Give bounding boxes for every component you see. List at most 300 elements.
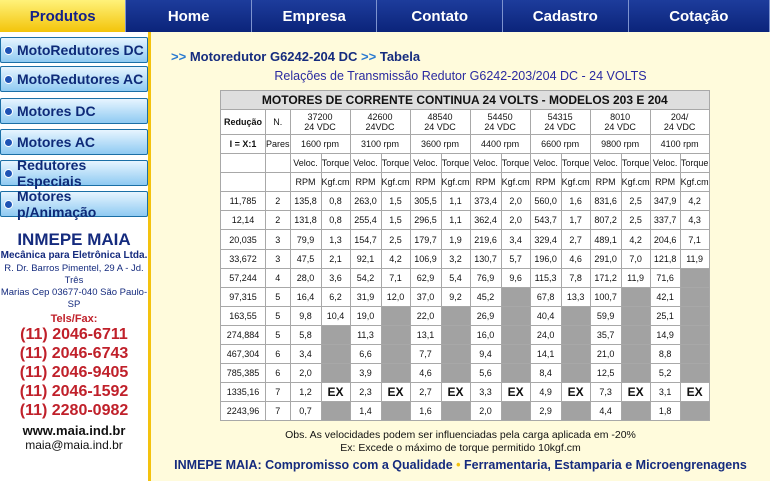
table-cell bbox=[561, 402, 590, 421]
table-cell: 560,0 bbox=[530, 192, 561, 211]
table-cell: 489,1 bbox=[590, 230, 621, 249]
table-cell: 255,4 bbox=[350, 211, 381, 230]
table-cell: 7,1 bbox=[381, 268, 410, 287]
motor-rpm: 3100 rpm bbox=[350, 135, 410, 154]
table-row bbox=[221, 325, 710, 344]
motor-voltage: 24 VDC bbox=[304, 122, 336, 132]
table-cell bbox=[441, 364, 470, 383]
table-cell bbox=[621, 402, 650, 421]
ratio-value: 467,304 bbox=[221, 345, 266, 364]
nav-item-empresa[interactable]: Empresa bbox=[252, 0, 378, 32]
ratio-value: 33,672 bbox=[221, 249, 266, 268]
note-ex: Ex: Excede o máximo de torque permitido 10kgf.cm bbox=[340, 441, 581, 454]
table-cell: 179,7 bbox=[410, 230, 441, 249]
pairs-value: 3 bbox=[266, 230, 291, 249]
ratio-value: 163,55 bbox=[221, 306, 266, 325]
table-row bbox=[221, 364, 710, 383]
phone-number: (11) 2046-9405 bbox=[19, 364, 129, 381]
table-cell: 11,9 bbox=[680, 249, 709, 268]
table-cell: 3,6 bbox=[321, 268, 350, 287]
note-speed: Obs. As velocidades podem ser influenciadas pela carga aplicada em -20% bbox=[285, 429, 636, 441]
ratio-value: 20,035 bbox=[221, 230, 266, 249]
pairs-value: 2 bbox=[266, 211, 291, 230]
motor-model: 37200 bbox=[307, 112, 333, 122]
ratio-value: 12,14 bbox=[221, 211, 266, 230]
table-cell: 5,2 bbox=[650, 364, 680, 383]
table-cell: 2,7 bbox=[410, 383, 441, 402]
table-cell: 6,2 bbox=[321, 287, 350, 306]
table-cell: 296,5 bbox=[410, 211, 441, 230]
table-cell bbox=[441, 325, 470, 344]
table-title: MOTORES DE CORRENTE CONTINUA 24 VOLTS - MODELOS 203 E 204 bbox=[221, 91, 710, 110]
veloc-label: Veloc. bbox=[470, 154, 501, 173]
breadcrumb bbox=[171, 49, 420, 64]
company-address-line1: R. Dr. Barros Pimentel, 29 A - Jd. Três bbox=[4, 263, 144, 286]
table-cell: 2,1 bbox=[321, 249, 350, 268]
table-cell: 19,0 bbox=[350, 306, 381, 325]
table-cell bbox=[321, 345, 350, 364]
table-row bbox=[221, 383, 710, 402]
motor-rpm: 1600 rpm bbox=[290, 135, 350, 154]
table-cell bbox=[441, 306, 470, 325]
table-cell: 26,9 bbox=[470, 306, 501, 325]
table-cell: 42,1 bbox=[650, 287, 680, 306]
breadcrumb-separator: >> bbox=[361, 49, 377, 64]
table-cell: 7,1 bbox=[680, 230, 709, 249]
bullet-icon bbox=[4, 46, 13, 55]
torque-label: Torque bbox=[680, 154, 709, 173]
table-cell: 21,0 bbox=[590, 345, 621, 364]
pairs-value: 7 bbox=[266, 383, 291, 402]
table-cell: 329,4 bbox=[530, 230, 561, 249]
motor-header bbox=[350, 110, 410, 135]
table-cell: 2,3 bbox=[350, 383, 381, 402]
table-cell: 25,1 bbox=[650, 306, 680, 325]
pairs-value: 2 bbox=[266, 192, 291, 211]
table-cell: EX bbox=[381, 383, 410, 402]
rpm-unit: RPM bbox=[530, 173, 561, 192]
table-cell: 4,3 bbox=[680, 211, 709, 230]
table-cell: 54,2 bbox=[350, 268, 381, 287]
table-row bbox=[221, 211, 710, 230]
motor-rpm: 4100 rpm bbox=[650, 135, 709, 154]
table-cell: 1,4 bbox=[350, 402, 381, 421]
table-row bbox=[221, 230, 710, 249]
table-cell: 135,8 bbox=[290, 192, 321, 211]
table-cell: 7,0 bbox=[621, 249, 650, 268]
table-cell: 1,1 bbox=[441, 192, 470, 211]
pairs-value: 7 bbox=[266, 402, 291, 421]
table-cell: 40,4 bbox=[530, 306, 561, 325]
col-reducao: Redução bbox=[221, 110, 266, 135]
table-cell: 13,3 bbox=[561, 287, 590, 306]
table-cell bbox=[561, 306, 590, 325]
sidebar-item-2[interactable] bbox=[0, 98, 148, 124]
table-cell: 3,9 bbox=[350, 364, 381, 383]
table-cell bbox=[381, 364, 410, 383]
table-cell: 5,8 bbox=[290, 325, 321, 344]
table-row bbox=[221, 287, 710, 306]
bullet-icon bbox=[4, 138, 13, 147]
table-cell: 16,0 bbox=[470, 325, 501, 344]
table-row bbox=[221, 268, 710, 287]
rpm-unit: RPM bbox=[350, 173, 381, 192]
table-cell: 9,8 bbox=[290, 306, 321, 325]
torque-label: Torque bbox=[321, 154, 350, 173]
table-cell: 5,6 bbox=[470, 364, 501, 383]
bullet-icon bbox=[4, 169, 13, 178]
table-cell: 5,4 bbox=[441, 268, 470, 287]
motor-model: 48540 bbox=[427, 112, 453, 122]
table-cell bbox=[321, 325, 350, 344]
torque-label: Torque bbox=[381, 154, 410, 173]
table-cell: 2,7 bbox=[561, 230, 590, 249]
empty-cell bbox=[221, 154, 266, 173]
company-tagline: Mecânica para Eletrônica Ltda. bbox=[0, 250, 148, 261]
table-cell: 1,1 bbox=[441, 211, 470, 230]
torque-label: Torque bbox=[621, 154, 650, 173]
table-cell: 92,1 bbox=[350, 249, 381, 268]
sidebar-item-3[interactable] bbox=[0, 129, 148, 155]
rpm-unit: RPM bbox=[470, 173, 501, 192]
table-cell: 2,5 bbox=[381, 230, 410, 249]
table-cell: 22,0 bbox=[410, 306, 441, 325]
table-cell: 7,3 bbox=[590, 383, 621, 402]
ratio-value: 11,785 bbox=[221, 192, 266, 211]
table-cell: 1,2 bbox=[290, 383, 321, 402]
sidebar bbox=[0, 32, 151, 481]
motor-voltage: 24 VDC bbox=[663, 122, 696, 132]
sidebar-item-4[interactable] bbox=[0, 157, 148, 189]
veloc-label: Veloc. bbox=[530, 154, 561, 173]
pairs-value: 4 bbox=[266, 268, 291, 287]
nav-item-produtos[interactable]: Produtos bbox=[0, 0, 126, 32]
pairs-value: 6 bbox=[266, 345, 291, 364]
table-cell: 1,6 bbox=[561, 192, 590, 211]
table-row bbox=[221, 402, 710, 421]
table-cell: 305,5 bbox=[410, 192, 441, 211]
company-info bbox=[0, 230, 148, 452]
table-cell: 130,7 bbox=[470, 249, 501, 268]
table-cell bbox=[321, 402, 350, 421]
main-content bbox=[151, 32, 770, 481]
sidebar-item-label: MotoRedutores DC bbox=[17, 42, 144, 58]
table-cell bbox=[381, 402, 410, 421]
motor-model: 42600 bbox=[367, 112, 393, 122]
table-cell: 12,0 bbox=[381, 287, 410, 306]
torque-label: Torque bbox=[501, 154, 530, 173]
table-cell: 106,9 bbox=[410, 249, 441, 268]
table-cell: 13,1 bbox=[410, 325, 441, 344]
veloc-label: Veloc. bbox=[350, 154, 381, 173]
motor-rpm: 9800 rpm bbox=[590, 135, 650, 154]
table-cell: 131,8 bbox=[290, 211, 321, 230]
bullet-icon bbox=[4, 107, 13, 116]
table-cell: 1,5 bbox=[381, 192, 410, 211]
footer-bullet: • bbox=[456, 458, 461, 472]
table-cell: 4,6 bbox=[561, 249, 590, 268]
table-cell: 154,7 bbox=[350, 230, 381, 249]
col-n: N. bbox=[266, 110, 291, 135]
phone-number: (11) 2046-1592 bbox=[19, 383, 129, 400]
motor-voltage: 24VDC bbox=[365, 122, 395, 132]
table-cell: 291,0 bbox=[590, 249, 621, 268]
veloc-label: Veloc. bbox=[650, 154, 680, 173]
empty-cell bbox=[266, 154, 291, 173]
rpm-unit: RPM bbox=[650, 173, 680, 192]
kgf-unit: Kgf.cm bbox=[621, 173, 650, 192]
torque-label: Torque bbox=[561, 154, 590, 173]
kgf-unit: Kgf.cm bbox=[561, 173, 590, 192]
bullet-icon bbox=[4, 75, 13, 84]
table-cell: 2,0 bbox=[290, 364, 321, 383]
pares-label: Pares bbox=[266, 135, 291, 154]
breadcrumb-separator: >> bbox=[171, 49, 187, 64]
table-cell bbox=[561, 325, 590, 344]
table-cell: 121,8 bbox=[650, 249, 680, 268]
table-cell: 59,9 bbox=[590, 306, 621, 325]
table-cell bbox=[441, 402, 470, 421]
table-cell: 76,9 bbox=[470, 268, 501, 287]
table-cell: EX bbox=[561, 383, 590, 402]
table-cell: 45,2 bbox=[470, 287, 501, 306]
table-cell: 263,0 bbox=[350, 192, 381, 211]
kgf-unit: Kgf.cm bbox=[680, 173, 709, 192]
sidebar-item-5[interactable] bbox=[0, 188, 148, 220]
table-cell: 4,9 bbox=[530, 383, 561, 402]
pairs-value: 6 bbox=[266, 364, 291, 383]
table-cell: EX bbox=[501, 383, 530, 402]
footer-slogan-part2: Ferramentaria, Estamparia e Microengrenagens bbox=[464, 458, 747, 472]
table-cell bbox=[680, 402, 709, 421]
table-cell bbox=[501, 402, 530, 421]
sidebar-item-0[interactable] bbox=[0, 37, 148, 63]
table-cell: 1,7 bbox=[561, 211, 590, 230]
veloc-label: Veloc. bbox=[410, 154, 441, 173]
table-cell: 219,6 bbox=[470, 230, 501, 249]
nav-item-cadastro[interactable]: Cadastro bbox=[503, 0, 629, 32]
table-cell: 347,9 bbox=[650, 192, 680, 211]
table-cell: 7,7 bbox=[410, 345, 441, 364]
table-cell: 8,8 bbox=[650, 345, 680, 364]
table-cell: 3,4 bbox=[290, 345, 321, 364]
sidebar-item-label: Motores AC bbox=[17, 134, 96, 150]
table-cell bbox=[621, 364, 650, 383]
table-cell: 204,6 bbox=[650, 230, 680, 249]
table-cell: 35,7 bbox=[590, 325, 621, 344]
table-cell: 171,2 bbox=[590, 268, 621, 287]
pairs-value: 5 bbox=[266, 325, 291, 344]
table-row bbox=[221, 192, 710, 211]
table-cell: 831,6 bbox=[590, 192, 621, 211]
ratio-label: I = X:1 bbox=[221, 135, 266, 154]
table-cell: 196,0 bbox=[530, 249, 561, 268]
ratio-value: 57,244 bbox=[221, 268, 266, 287]
table-cell: 115,3 bbox=[530, 268, 561, 287]
table-cell bbox=[381, 325, 410, 344]
table-cell bbox=[680, 287, 709, 306]
table-cell: 1,8 bbox=[650, 402, 680, 421]
table-cell: 28,0 bbox=[290, 268, 321, 287]
table-cell: 67,8 bbox=[530, 287, 561, 306]
rpm-unit: RPM bbox=[410, 173, 441, 192]
table-cell: EX bbox=[441, 383, 470, 402]
sidebar-item-label: Motores DC bbox=[17, 103, 96, 119]
motor-model: 54450 bbox=[487, 112, 513, 122]
table-cell bbox=[501, 325, 530, 344]
motor-model: 8010 bbox=[610, 112, 631, 122]
table-cell: 2,0 bbox=[470, 402, 501, 421]
table-cell: 0,8 bbox=[321, 211, 350, 230]
motor-voltage: 24 VDC bbox=[604, 122, 636, 132]
table-cell: EX bbox=[680, 383, 709, 402]
kgf-unit: Kgf.cm bbox=[321, 173, 350, 192]
sidebar-item-label: Redutores Especiais bbox=[17, 157, 87, 189]
table-cell bbox=[621, 345, 650, 364]
table-cell bbox=[501, 364, 530, 383]
motor-header bbox=[410, 110, 470, 135]
table-cell: 4,4 bbox=[590, 402, 621, 421]
table-cell: 14,1 bbox=[530, 345, 561, 364]
breadcrumb-current: Tabela bbox=[379, 49, 421, 64]
table-cell: 3,4 bbox=[501, 230, 530, 249]
motor-header bbox=[530, 110, 590, 135]
breadcrumb-product-link[interactable]: Motoredutor G6242-204 DC bbox=[189, 49, 358, 64]
motor-model: 204/ bbox=[670, 112, 689, 122]
table-cell: 71,6 bbox=[650, 268, 680, 287]
phone-number: (11) 2046-6711 bbox=[20, 326, 128, 343]
table-cell: 79,9 bbox=[290, 230, 321, 249]
ratio-value: 785,385 bbox=[221, 364, 266, 383]
table-cell: 8,4 bbox=[530, 364, 561, 383]
table-cell: EX bbox=[321, 383, 350, 402]
pairs-value: 5 bbox=[266, 287, 291, 306]
table-cell bbox=[561, 345, 590, 364]
table-cell: 24,0 bbox=[530, 325, 561, 344]
kgf-unit: Kgf.cm bbox=[381, 173, 410, 192]
table-cell: 0,8 bbox=[321, 192, 350, 211]
table-cell bbox=[680, 345, 709, 364]
table-cell: 6,6 bbox=[350, 345, 381, 364]
ratio-value: 274,884 bbox=[221, 325, 266, 344]
table-row bbox=[221, 306, 710, 325]
table-cell: 2,9 bbox=[530, 402, 561, 421]
motor-header bbox=[650, 110, 709, 135]
table-cell bbox=[501, 306, 530, 325]
table-cell bbox=[501, 345, 530, 364]
table-cell bbox=[621, 287, 650, 306]
table-cell: 4,2 bbox=[621, 230, 650, 249]
table-notes bbox=[151, 429, 770, 454]
table-cell: 47,5 bbox=[290, 249, 321, 268]
table-cell: 37,0 bbox=[410, 287, 441, 306]
nav-item-contato[interactable]: Contato bbox=[377, 0, 503, 32]
table-cell bbox=[621, 325, 650, 344]
table-cell: 10,4 bbox=[321, 306, 350, 325]
veloc-label: Veloc. bbox=[590, 154, 621, 173]
ratio-value: 2243,96 bbox=[221, 402, 266, 421]
motor-rpm: 3600 rpm bbox=[410, 135, 470, 154]
empty-cell bbox=[266, 173, 291, 192]
table-cell: 2,0 bbox=[501, 192, 530, 211]
sidebar-item-label: Motores p/Animação bbox=[17, 188, 97, 220]
table-cell: 337,7 bbox=[650, 211, 680, 230]
table-cell bbox=[501, 287, 530, 306]
pairs-value: 5 bbox=[266, 306, 291, 325]
phone-label: Tels/Fax: bbox=[50, 313, 98, 325]
motor-voltage: 24 VDC bbox=[484, 122, 516, 132]
table-cell bbox=[561, 364, 590, 383]
table-cell bbox=[680, 306, 709, 325]
table-cell: 807,2 bbox=[590, 211, 621, 230]
nav-item-home[interactable]: Home bbox=[126, 0, 252, 32]
empty-cell bbox=[221, 173, 266, 192]
motor-rpm: 6600 rpm bbox=[530, 135, 590, 154]
table-cell: 3,3 bbox=[470, 383, 501, 402]
table-cell: 1,5 bbox=[381, 211, 410, 230]
motor-header bbox=[590, 110, 650, 135]
table-cell bbox=[680, 268, 709, 287]
table-cell: 14,9 bbox=[650, 325, 680, 344]
nav-item-cotao[interactable]: Cotação bbox=[629, 0, 770, 32]
table-cell: 1,6 bbox=[410, 402, 441, 421]
table-cell: 9,2 bbox=[441, 287, 470, 306]
table-cell: 0,7 bbox=[290, 402, 321, 421]
sidebar-item-1[interactable] bbox=[0, 66, 148, 92]
table-cell bbox=[441, 345, 470, 364]
rpm-unit: RPM bbox=[290, 173, 321, 192]
motor-model: 54315 bbox=[547, 112, 573, 122]
table-cell: 362,4 bbox=[470, 211, 501, 230]
table-cell: 1,9 bbox=[441, 230, 470, 249]
footer-slogan-part1: INMEPE MAIA: Compromisso com a Qualidade bbox=[174, 458, 453, 472]
motor-voltage: 24 VDC bbox=[544, 122, 576, 132]
table-cell: 11,9 bbox=[621, 268, 650, 287]
table-cell: 11,3 bbox=[350, 325, 381, 344]
table-cell: 12,5 bbox=[590, 364, 621, 383]
table-cell: 4,2 bbox=[381, 249, 410, 268]
motor-header bbox=[290, 110, 350, 135]
table-cell bbox=[621, 306, 650, 325]
ratio-value: 97,315 bbox=[221, 287, 266, 306]
table-cell bbox=[680, 364, 709, 383]
table-cell: 4,6 bbox=[410, 364, 441, 383]
table-row bbox=[221, 249, 710, 268]
pairs-value: 3 bbox=[266, 249, 291, 268]
rpm-unit: RPM bbox=[590, 173, 621, 192]
table-cell: 1,3 bbox=[321, 230, 350, 249]
table-cell: 4,2 bbox=[680, 192, 709, 211]
ratio-table bbox=[220, 90, 710, 421]
motor-header bbox=[470, 110, 530, 135]
torque-label: Torque bbox=[441, 154, 470, 173]
website-link[interactable]: www.maia.ind.br bbox=[22, 423, 126, 438]
table-cell bbox=[381, 306, 410, 325]
table-cell: 9,4 bbox=[470, 345, 501, 364]
table-cell bbox=[680, 325, 709, 344]
table-cell: 2,5 bbox=[621, 211, 650, 230]
email-link[interactable]: maia@maia.ind.br bbox=[25, 438, 123, 452]
table-cell: 2,0 bbox=[501, 211, 530, 230]
company-name: INMEPE MAIA bbox=[17, 230, 131, 249]
top-navigation bbox=[0, 0, 770, 32]
table-cell: 7,8 bbox=[561, 268, 590, 287]
phone-number: (11) 2046-6743 bbox=[19, 345, 129, 362]
table-cell: 16,4 bbox=[290, 287, 321, 306]
veloc-label: Veloc. bbox=[290, 154, 321, 173]
table-cell: 2,5 bbox=[621, 192, 650, 211]
kgf-unit: Kgf.cm bbox=[441, 173, 470, 192]
